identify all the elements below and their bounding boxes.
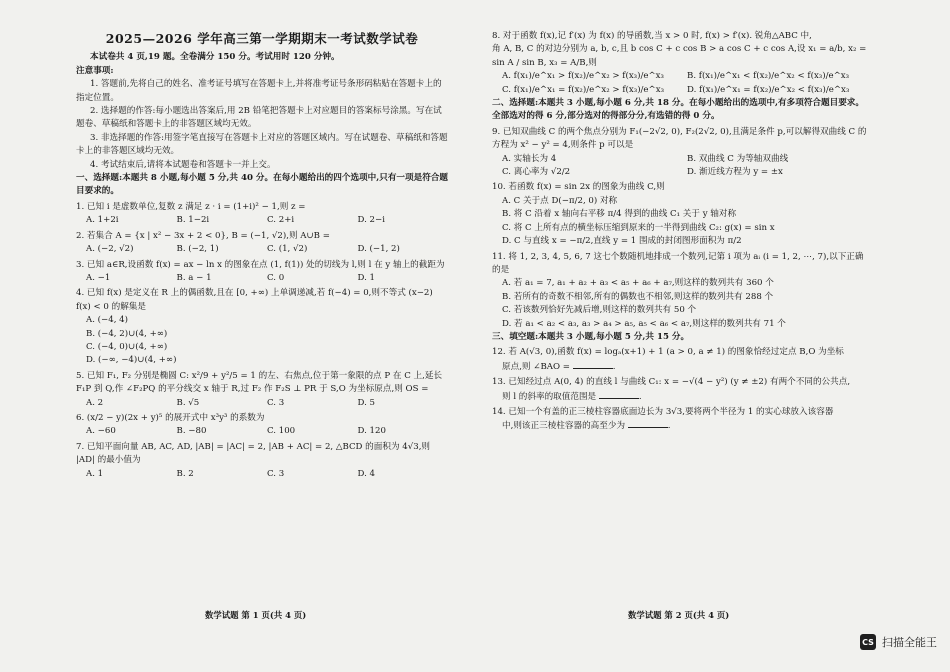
- question-stem: 4. 已知 f(x) 是定义在 R 上的偶函数,且在 [0, +∞) 上单调递减,若 f(−4) = 0,则不等式 (x−2) f(x) < 0 的解集是: [76, 288, 433, 312]
- option-b: B. f(x₁)/e^x₁ < f(x₂)/e^x₂ < f(x₃)/e^x₃: [687, 71, 850, 82]
- answer-blank: [573, 360, 613, 369]
- option-d: D. 120: [357, 426, 386, 437]
- option-b: B. 1−2i: [176, 215, 210, 226]
- question-stem: 14. 已知一个有盖的正三棱柱容器底面边长为 3√3,要将两个半径为 1 的实心球放入该容器: [492, 406, 834, 417]
- question-1: [76, 201, 448, 228]
- option-c: C. 将 C 上所有点的横坐标压缩到原来的一半得到曲线 C₂: g(x) = sin x: [502, 222, 775, 233]
- option-b: B. −80: [176, 426, 207, 437]
- answer-blank: [599, 390, 639, 399]
- question-stem: 10. 若函数 f(x) = sin 2x 的图象为曲线 C,则: [492, 182, 665, 193]
- option-a: A. 1: [86, 468, 104, 479]
- option-c: C. f(x₁)/e^x₁ = f(x₂)/e^x₂ > f(x₃)/e^x₃: [502, 84, 665, 95]
- question-stem: 8. 对于函数 f(x),记 f′(x) 为 f(x) 的导函数,当 x > 0 时, f(x) > f′(x). 锐角△ABC 中,: [492, 31, 812, 41]
- note-item: 1. 答题前,先将自己的姓名、准考证号填写在答题卡上,并将准考证号条形码粘贴在答题卡上的指定位置。: [76, 79, 442, 103]
- option-a: A. −60: [86, 426, 116, 437]
- page-footer-left: 数学试题 第 1 页(共 4 页): [205, 610, 307, 620]
- scanner-watermark: [860, 634, 937, 650]
- question-4: [76, 287, 448, 367]
- option-c: C. 2+i: [267, 215, 295, 226]
- option-c: C. 若该数列恰好先减后增,则这样的数列共有 50 个: [502, 305, 697, 316]
- option-b: B. 双曲线 C 为等轴双曲线: [687, 153, 789, 164]
- question-stem: 7. 已知平面向量 AB, AC, AD, |AB| = |AC| = 2, |AB + AC| = 2, △BCD 的面积为 4√3,则 |AD| 的最小值为: [76, 441, 431, 466]
- question-stem-cont: 原点,则 ∠BAO =: [502, 361, 570, 372]
- option-c: C. 3: [267, 397, 285, 408]
- page-footer-right: 数学试题 第 2 页(共 4 页): [628, 610, 730, 620]
- option-d: D. 若 a₁ < a₂ < a₃, a₃ > a₄ > a₅, a₅ < a₆ < a₇,则这样的数列共有 71 个: [502, 318, 786, 329]
- question-3: [76, 259, 448, 286]
- option-b: B. (−2, 1): [176, 244, 219, 255]
- option-c: C. 离心率为 √2/2: [502, 167, 571, 178]
- option-a: A. −1: [86, 272, 111, 283]
- question-stem: 9. 已知双曲线 C 的两个焦点分别为 F₁(−2√2, 0), F₂(2√2, 0),且满足条件 p,可以解得双曲线 C 的方程为 x² − y² = 4,则条件 p 可以是: [492, 126, 867, 151]
- scanner-logo-icon: CS: [860, 634, 876, 650]
- exam-intro: 本试卷共 4 页,19 题。全卷满分 150 分。考试用时 120 分钟。: [90, 52, 340, 63]
- question-stem-cont: 则 l 的斜率的取值范围是: [502, 391, 597, 402]
- question-12: 12. 若 A(√3, 0),函数 f(x) = logₐ(x+1) + 1 (a > 0, a ≠ 1) 的图象恰经过定点 B,O 为坐标 原点,则 ∠BAO = .: [492, 346, 872, 374]
- question-stem: 1. 已知 i 是虚数单位,复数 z 满足 z · i = (1+i)² − 1,则 z =: [76, 201, 306, 212]
- option-a: A. f(x₁)/e^x₁ > f(x₂)/e^x₂ > f(x₃)/e^x₃: [502, 71, 664, 82]
- option-a: A. (−4, 4): [86, 315, 128, 326]
- option-d: D. 4: [357, 468, 376, 479]
- question-9: [492, 126, 872, 180]
- question-14: 14. 已知一个有盖的正三棱柱容器底面边长为 3√3,要将两个半径为 1 的实心球放入该容器 中,则该正三棱柱容器的高至少为 .: [492, 406, 872, 434]
- option-a: A. C 关于点 D(−π/2, 0) 对称: [502, 195, 618, 206]
- option-b: B. 2: [176, 468, 194, 479]
- note-item: 3. 非选择题的作答:用签字笔直接写在答题卡上对应的答题区域内。写在试题卷、草稿纸和答题卡上的非答题区域均无效。: [76, 132, 448, 157]
- option-a: A. 1+2i: [86, 215, 119, 226]
- option-d: D. f(x₁)/e^x₁ = f(x₂)/e^x₂ < f(x₃)/e^x₃: [687, 84, 850, 95]
- option-a: A. 2: [86, 397, 104, 408]
- question-stem: 5. 已知 F₁, F₂ 分别是椭圆 C: x²/9 + y²/5 = 1 的左、右焦点,位于第一象限的点 P 在 C 上,延长 F₁P 到 Q,作 ∠F₂PQ 的平分线交 x 轴于 R,过 F₂ 作 F₂S ⊥ PR 于 S,O 为坐标原点,则 OS =: [76, 370, 443, 395]
- option-b: B. a − 1: [176, 272, 212, 283]
- option-d: D. (−∞, −4)∪(4, +∞): [86, 355, 177, 366]
- question-6: [76, 412, 448, 439]
- option-c: C. 3: [267, 468, 285, 479]
- option-b: B. 若所有的奇数不相邻,所有的偶数也不相邻,则这样的数列共有 288 个: [502, 291, 774, 302]
- scanner-logo-text: 扫描全能王: [882, 636, 937, 649]
- option-a: A. 若 a₁ = 7, a₁ + a₂ + a₃ < a₅ + a₆ + a₇,则这样的数列共有 360 个: [502, 278, 774, 289]
- question-10: [492, 181, 872, 248]
- option-d: D. 2−i: [357, 215, 385, 226]
- note-item: 4. 考试结束后,请将本试题卷和答题卡一并上交。: [90, 159, 276, 170]
- question-11: [492, 251, 872, 331]
- question-7: [76, 441, 448, 481]
- question-13: 13. 已知经过点 A(0, 4) 的直线 l 与曲线 C₁: x = −√(4 − y²) (y ≠ ±2) 有两个不同的公共点, 则 l 的斜率的取值范围是 .: [492, 376, 872, 404]
- question-stem-cont: sin A / sin B, x₃ = A/B,则: [492, 57, 597, 68]
- question-stem: 13. 已知经过点 A(0, 4) 的直线 l 与曲线 C₁: x = −√(4 − y²) (y ≠ ±2) 有两个不同的公共点,: [492, 377, 851, 388]
- option-a: A. 实轴长为 4: [502, 153, 557, 164]
- note-item: 2. 选择题的作答:每小题选出答案后,用 2B 铅笔把答题卡上对应题目的答案标号涂黑。写在试题卷、草稿纸和答题卡上的非答题区域均无效。: [76, 106, 442, 130]
- section-3-heading: 三、填空题:本题共 3 小题,每小题 5 分,共 15 分。: [492, 331, 690, 342]
- section-1-heading: 一、选择题:本题共 8 小题,每小题 5 分,共 40 分。在每小题给出的四个选项中,只有一项是符合题目要求的。: [76, 173, 448, 197]
- option-d: D. 1: [357, 272, 376, 283]
- question-8: [492, 30, 872, 97]
- option-c: C. (−4, 0)∪(4, +∞): [86, 341, 168, 352]
- exam-title: 2025—2026 学年高三第一学期期末一考试数学试卷: [105, 31, 419, 46]
- notes-heading: 注意事项:: [76, 65, 114, 76]
- option-b: B. (−4, 2)∪(4, +∞): [86, 328, 168, 339]
- option-b: B. 将 C 沿着 x 轴向右平移 π/4 得到的曲线 C₁ 关于 y 轴对称: [502, 209, 737, 220]
- question-stem: 3. 已知 a∈R,设函数 f(x) = ax − ln x 的图象在点 (1, f(1)) 处的切线为 l,则 l 在 y 轴上的截距为: [76, 259, 445, 270]
- option-c: C. (1, √2): [267, 244, 308, 255]
- option-d: D. C 与直线 x = −π/2,直线 y = 1 围成的封闭图形面积为 π/2: [502, 236, 742, 247]
- option-a: A. (−2, √2): [86, 244, 134, 255]
- right-column: [492, 28, 872, 434]
- option-b: B. √5: [176, 397, 200, 408]
- question-stem: 12. 若 A(√3, 0),函数 f(x) = logₐ(x+1) + 1 (a > 0, a ≠ 1) 的图象恰经过定点 B,O 为坐标: [492, 347, 844, 358]
- option-d: D. 5: [357, 397, 376, 408]
- question-2: [76, 230, 448, 257]
- section-2-heading: 二、选择题:本题共 3 小题,每小题 6 分,共 18 分。在每小题给出的选项中,有多项符合题目要求。全部选对的得 6 分,部分选对的得部分分,有选错的得 0 分。: [492, 98, 864, 122]
- question-stem: 6. (x/2 − y)(2x + y)⁵ 的展开式中 x³y³ 的系数为: [76, 412, 265, 423]
- question-stem: 11. 将 1, 2, 3, 4, 5, 6, 7 这七个数随机地排成一个数列,记第 i 项为 aᵢ (i = 1, 2, ⋯, 7),以下正确的是: [492, 251, 864, 275]
- option-d: D. 渐近线方程为 y = ±x: [687, 167, 783, 178]
- left-column: [76, 28, 448, 481]
- question-stem-cont: 角 A, B, C 的对边分别为 a, b, c,且 b cos C + c cos B > a cos C + c cos A,设 x₁ = a/b, x₂ =: [492, 44, 867, 55]
- option-d: D. (−1, 2): [357, 244, 400, 255]
- question-5: [76, 370, 448, 410]
- question-stem: 2. 若集合 A = {x | x² − 3x + 2 < 0}, B = (−1, √2),则 A∪B =: [76, 230, 330, 241]
- question-stem-cont: 中,则该正三棱柱容器的高至少为: [502, 421, 626, 432]
- answer-blank: [628, 419, 668, 428]
- option-c: C. 0: [267, 272, 285, 283]
- option-c: C. 100: [267, 426, 296, 437]
